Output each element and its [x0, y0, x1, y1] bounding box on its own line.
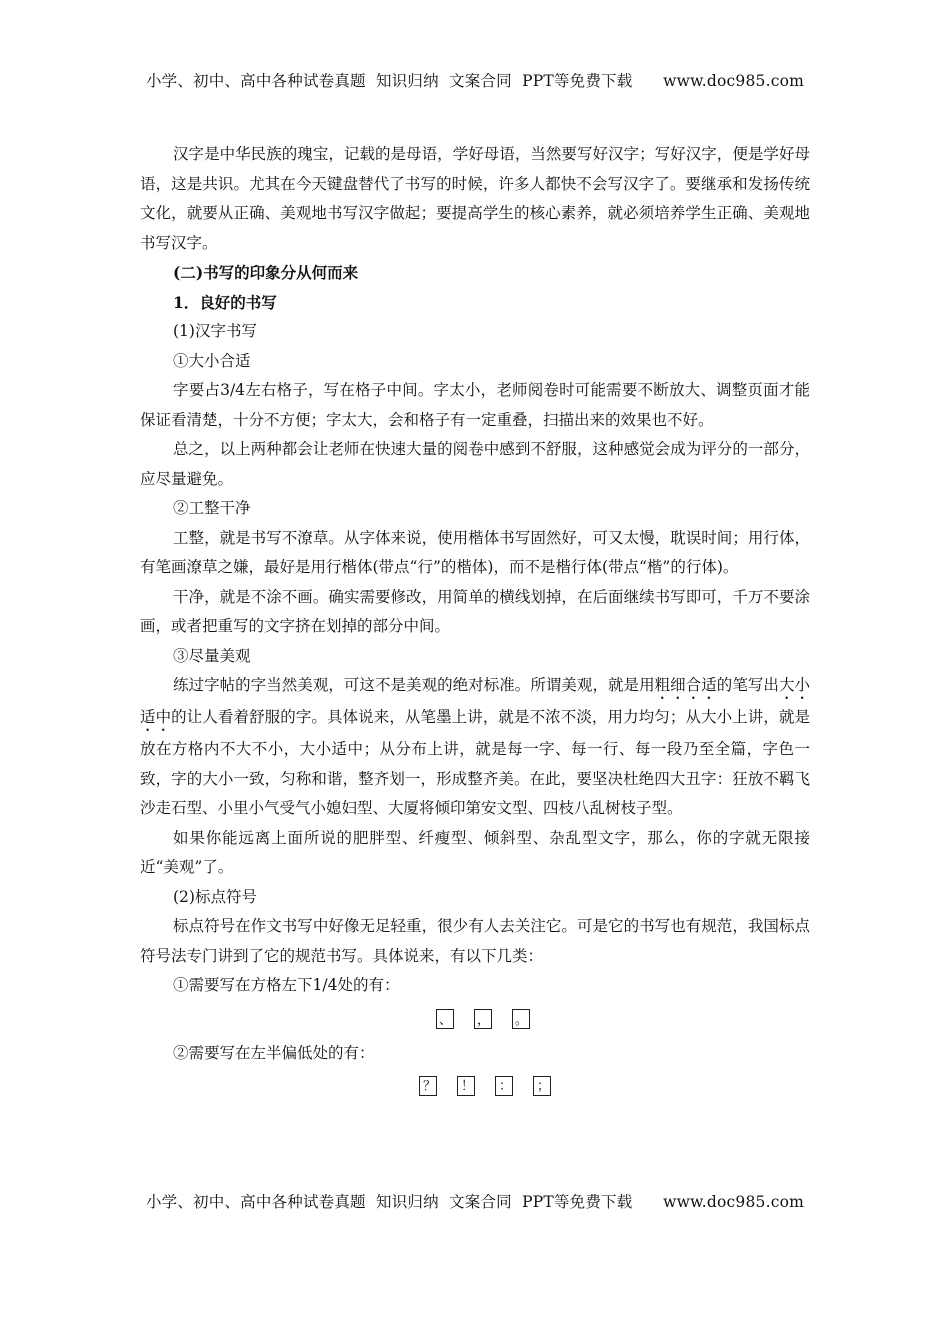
punct-box-period: 。	[512, 1009, 530, 1029]
beauty-text-c: 的让人看着舒服的字。具体说来，从笔墨上讲，就是不浓不淡，用力均匀；从大小上讲，就是放在方格内不大不小，大小适中；从分布上讲，就是每一字、每一行、每一段乃至全篇，字色一致，字的大小一致，匀称和谐，整齐划一，形成整齐美。在此，要坚决杜绝四大丑字：狂放不羁飞沙走石型、小里小气受气小媳妇型、大厦将倾印第安文型、四枝八乱树枝子型。	[140, 708, 810, 817]
intro-paragraph: 汉字是中华民族的瑰宝，记载的是母语，学好母语，当然要写好汉字；写好汉字，便是学好母语，这是共识。尤其在今天键盘替代了书写的时候，许多人都快不会写汉字了。要继承和发扬传统文化，就要从正确、美观地书写汉字做起；要提高学生的核心素养，就必须培养学生正确、美观地书写汉字。	[140, 145, 810, 252]
beauty-text-a: 练过字帖的字当然美观，可这不是美观的绝对标准。所谓美观，就是用	[173, 676, 655, 694]
paragraph-clean: 干净，就是不涂不画。确实需要修改，用简单的横线划掉，在后面继续书写即可，千万不要涂画，或者把重写的文字挤在划掉的部分中间。	[140, 587, 810, 635]
heading-hanzi-writing: (1)汉字书写	[173, 322, 257, 340]
heading-size-fit: ①大小合适	[173, 351, 251, 370]
paragraph-lower-quarter: ①需要写在方格左下1/4处的有：	[173, 976, 400, 994]
paragraph-far: 如果你能远离上面所说的肥胖型、纤瘦型、倾斜型、杂乱型文字，那么，你的字就无限接近“美观”了。	[140, 828, 810, 876]
heading-beauty: ③尽量美观	[173, 646, 251, 665]
punct-box-colon: ：	[495, 1076, 513, 1096]
page-footer: 小学、初中、高中各种试卷真题 知识归纳 文案合同 PPT等免费下载 www.doc985.com	[145, 1193, 805, 1211]
punct-box-question: ？	[419, 1076, 437, 1096]
emphasis-thickness: 粗细合适	[654, 676, 717, 694]
emphasis-size: 大小适中	[140, 676, 810, 726]
heading-punctuation: (2)标点符号	[173, 887, 257, 906]
document-body	[140, 140, 810, 1106]
heading-neat-clean: ②工整干净	[173, 499, 251, 517]
paragraph-neat: 工整，就是书写不潦草。从字体来说，使用楷体书写固然好，可又太慢，耽误时间；用行体，有笔画潦草之嫌，最好是用行楷体(带点“行”的楷体)，而不是楷行体(带点“楷”的行体)。	[140, 528, 810, 576]
subsection-heading-1: 1．良好的书写	[173, 292, 277, 312]
page-header: 小学、初中、高中各种试卷真题 知识归纳 文案合同 PPT等免费下载 www.doc985.com	[145, 72, 805, 90]
punctuation-row-lower	[156, 1009, 810, 1029]
paragraph-left-half: ②需要写在左半偏低处的有：	[173, 1043, 375, 1062]
beauty-text-b: 的笔写出	[716, 676, 779, 694]
punct-box-dunhao: 、	[436, 1009, 454, 1029]
paragraph-beauty	[140, 671, 810, 824]
punct-box-exclaim: ！	[457, 1076, 475, 1096]
paragraph-summary: 总之，以上两种都会让老师在快速大量的阅卷中感到不舒服，这种感觉会成为评分的一部分，应尽量避免。	[140, 440, 810, 488]
paragraph-size: 字要占3/4左右格子，写在格子中间。字太小，老师阅卷时可能需要不断放大、调整页面才能保证看清楚，十分不方便；字太大，会和格子有一定重叠，扫描出来的效果也不好。	[140, 381, 810, 429]
section-heading-2: (二)书写的印象分从何而来	[173, 263, 359, 282]
punct-box-semicolon: ；	[533, 1076, 551, 1096]
punctuation-row-left	[160, 1076, 810, 1096]
punct-box-comma: ，	[474, 1009, 492, 1029]
paragraph-punctuation: 标点符号在作文书写中好像无足轻重，很少有人去关注它。可是它的书写也有规范，我国标点符号法专门讲到了它的规范书写。具体说来，有以下几类：	[140, 917, 810, 965]
